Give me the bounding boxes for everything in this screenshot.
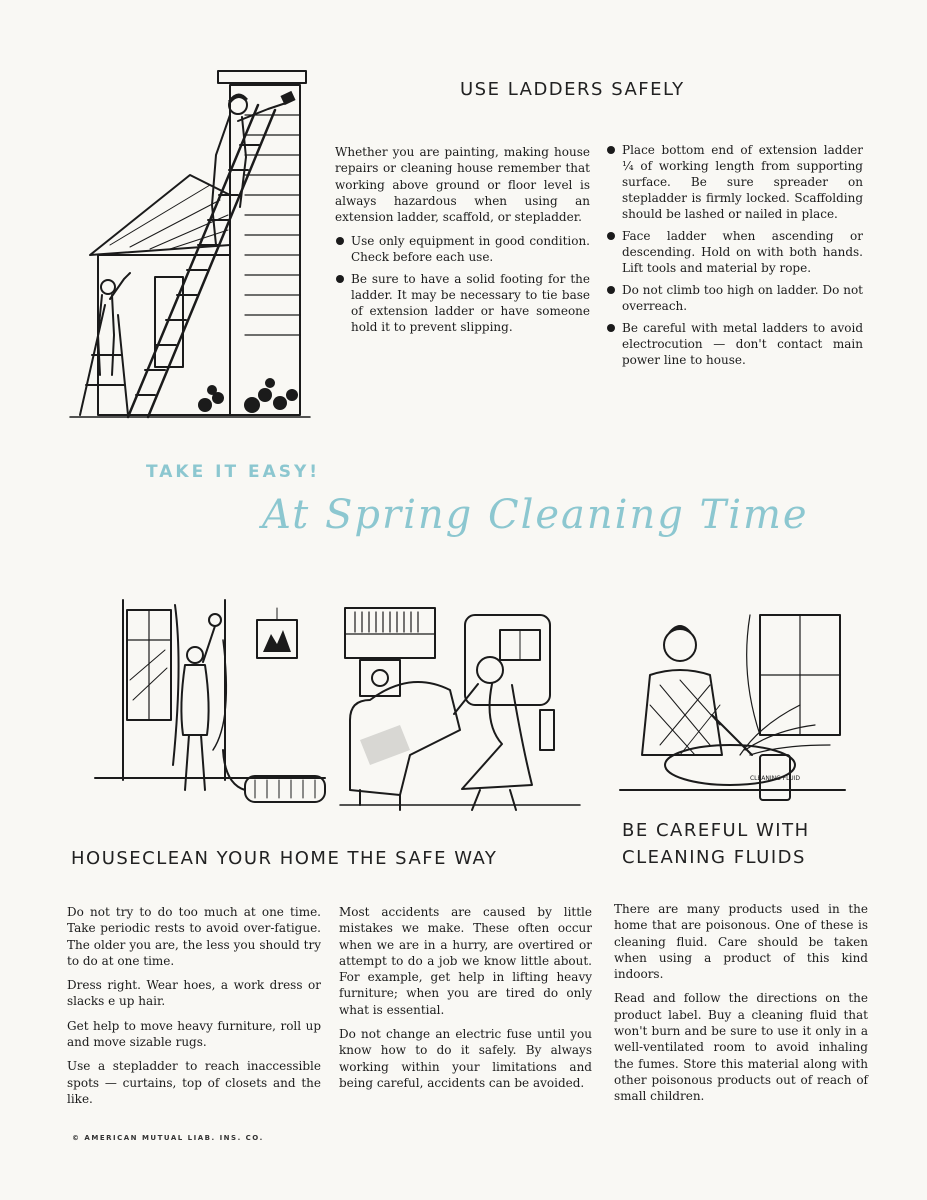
can-label: CLEANING FLUID — [749, 775, 801, 782]
curtain-cleaning-illustration — [95, 600, 325, 815]
paragraph: Use a stepladder to reach inaccessible spots — curtains, top of closets and the like. — [67, 1059, 321, 1106]
fluids-title-line2: CLEANING FLUIDS — [622, 847, 806, 868]
list-item: Face ladder when ascending or descending. Hold on with both hands. Lift tools and material by rope. — [606, 228, 863, 276]
paragraph: Do not try to do too much at one time. Take periodic rests to avoid over-fatigue. The older you are, the less you should try to do at one time. — [67, 905, 321, 968]
list-item: Be careful with metal ladders to avoid electrocution — don't contact main power line to house. — [606, 320, 863, 368]
housecleaning-column-1 — [67, 904, 321, 1115]
ladders-left-column — [335, 144, 590, 341]
fluids-title-line1: BE CAREFUL WITH — [622, 820, 810, 841]
paragraph: There are many products used in the home that are poisonous. One of these is cleaning fluid. Care should be taken when using a product of this kind indoors. — [614, 902, 868, 982]
paragraph: Do not change an electric fuse until you know how to do it safely. By always working within your limitations and being careful, accidents can be avoided. — [339, 1027, 592, 1090]
list-item: Be sure to have a solid footing for the ladder. It may be necessary to tie base of extension ladder or have someone hold it to prevent slipping. — [335, 271, 590, 335]
housecleaning-title: HOUSECLEAN YOUR HOME THE SAFE WAY — [71, 848, 498, 869]
housecleaning-column-2 — [339, 904, 592, 1099]
paragraph: Read and follow the directions on the product label. Buy a cleaning fluid that won't burn and be sure to use it only in a well-ventilated room to avoid inhaling the fumes. Store this material along with other poisonous products out of reach of small children. — [614, 991, 868, 1104]
paragraph: Most accidents are caused by little mistakes we make. These often occur when we are in a hurry, are overtired or attempt to do a job we know little about. For example, get help in lifting heavy furniture; when you are tired do only what is essential. — [339, 905, 592, 1017]
fluids-column — [614, 901, 868, 1113]
ladders-intro: Whether you are painting, making house repairs or cleaning house remember that working above ground or floor level is always hazardous when using an extension ladder, scaffold, or stepladder. — [335, 145, 590, 225]
ladders-bullet-list-left — [335, 233, 590, 335]
ladders-right-column — [606, 142, 863, 374]
paragraph: Get help to move heavy furniture, roll up and move sizable rugs. — [67, 1018, 321, 1050]
paragraph: Dress right. Wear hoes, a work dress or slacks e up hair. — [67, 978, 321, 1009]
list-item: Place bottom end of extension ladder ¼ of working length from supporting surface. Be sure spreader on stepladder is firmly locked. Scaffolding should be lashed or nailed in place. — [606, 142, 863, 222]
cleaning-fluid-illustration — [620, 605, 845, 805]
tagline: TAKE IT EASY! — [146, 462, 321, 482]
script-title: At Spring Cleaning Time — [262, 492, 809, 538]
list-item: Use only equipment in good condition. Check before each use. — [335, 233, 590, 265]
ladders-bullet-list-right — [606, 142, 863, 368]
furniture-moving-illustration — [340, 600, 580, 815]
ladder-house-illustration — [70, 65, 310, 425]
copyright-footer: © AMERICAN MUTUAL LIAB. INS. CO. — [72, 1134, 264, 1142]
list-item: Do not climb too high on ladder. Do not overreach. — [606, 282, 863, 314]
ladders-title: USE LADDERS SAFELY — [460, 79, 685, 100]
